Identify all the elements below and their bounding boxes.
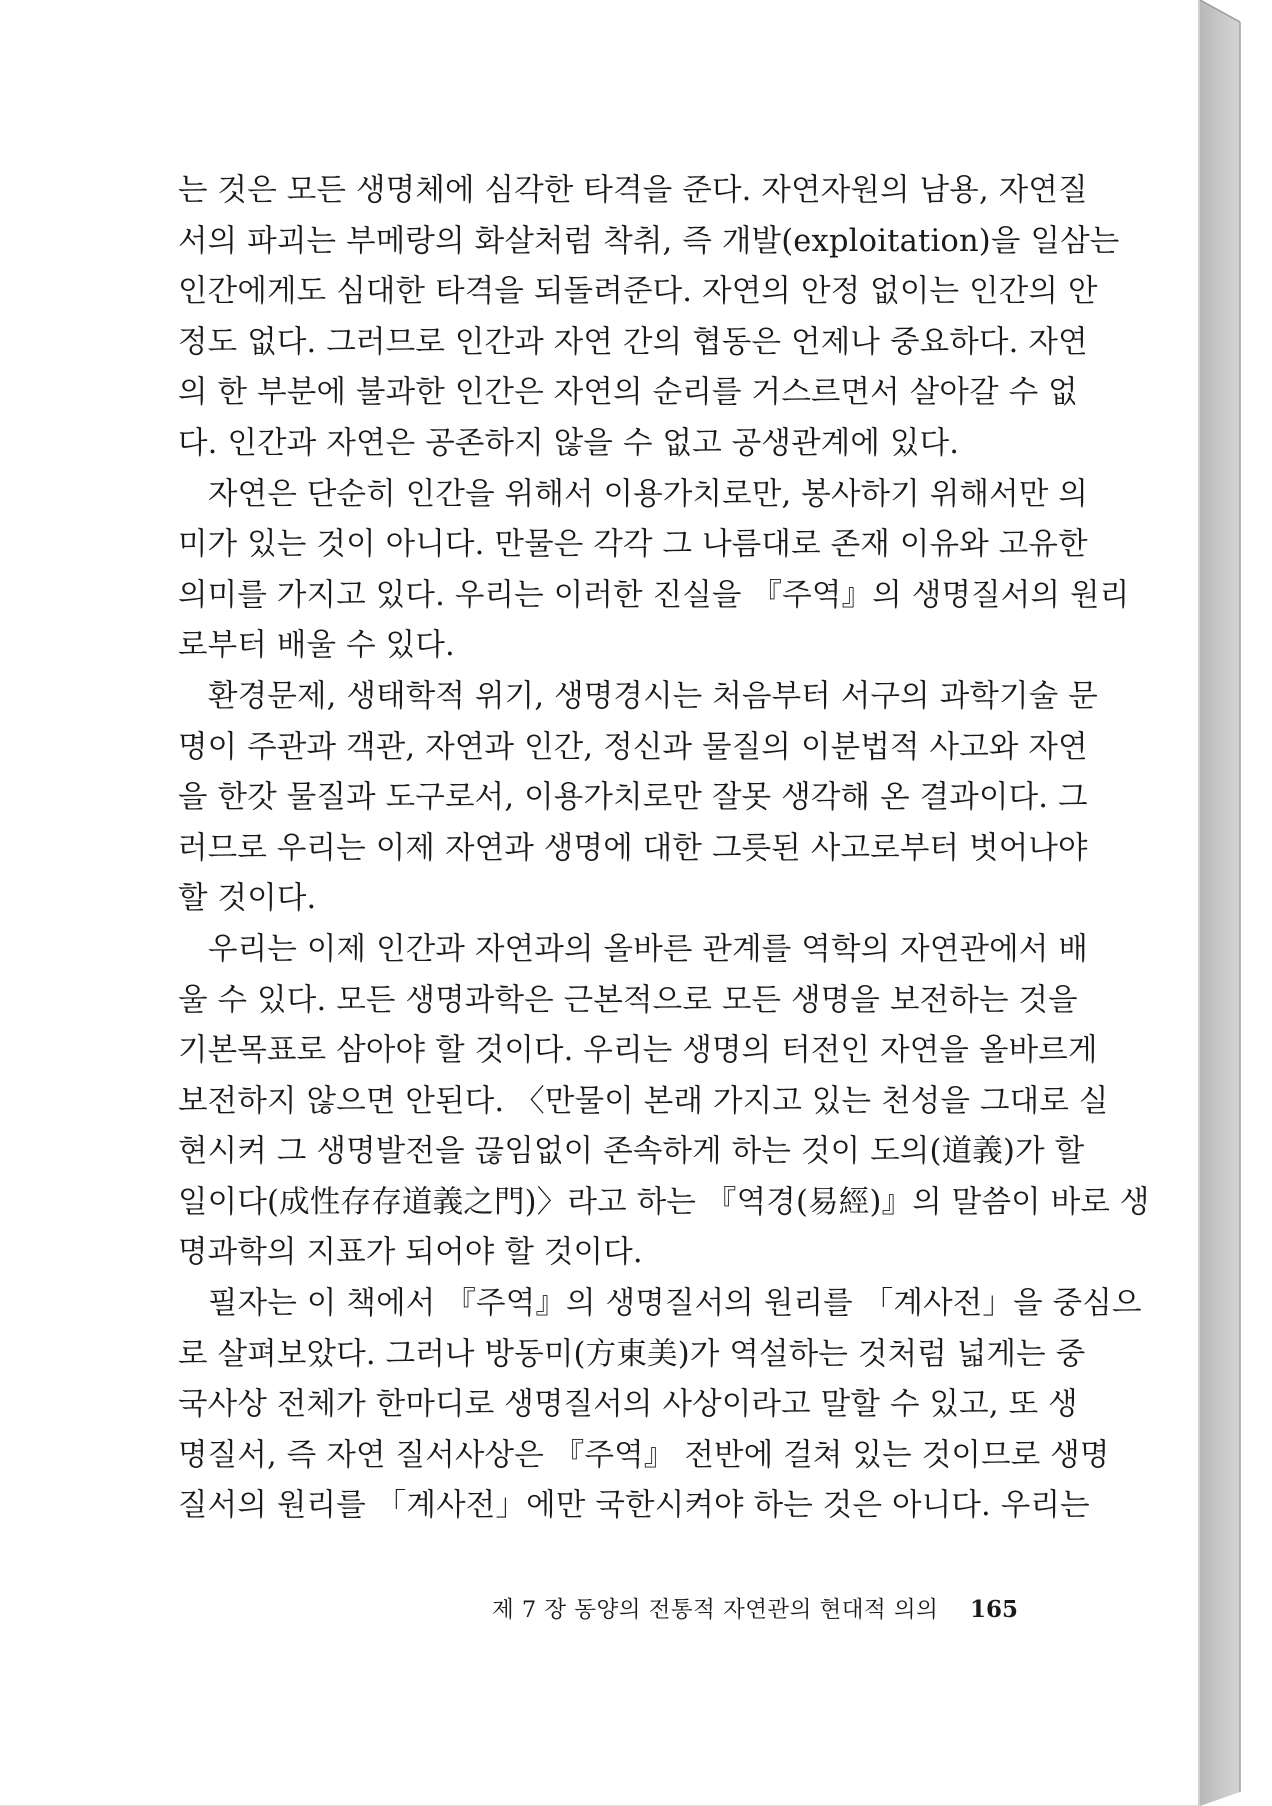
paragraph: [178, 672, 1098, 925]
text-line: 을 한갓 물질과 도구로서, 이용가치로만 잘못 생각해 온 결과이다. 그: [178, 780, 1088, 816]
text-line: 할 것이다.: [178, 881, 317, 917]
page-number: 165: [969, 1596, 1018, 1623]
text-line: 환경문제, 생태학적 위기, 생명경시는 처음부터 서구의 과학기술 문: [208, 678, 1098, 714]
text-line: 국사상 전체가 한마디로 생명질서의 사상이라고 말할 수 있고, 또 생: [178, 1387, 1078, 1423]
text-line: 로부터 배울 수 있다.: [178, 628, 455, 664]
text-line: 명이 주관과 객관, 자연과 인간, 정신과 물질의 이분법적 사고와 자연: [178, 729, 1088, 765]
paragraph: [178, 470, 1130, 672]
text-line: 명질서, 즉 자연 질서사상은 『주역』 전반에 걸쳐 있는 것이므로 생명: [178, 1437, 1110, 1473]
text-line: 명과학의 지표가 되어야 할 것이다.: [178, 1235, 643, 1271]
paragraph: [178, 166, 1120, 470]
text-line: 다. 인간과 자연은 공존하지 않을 수 없고 공생관계에 있다.: [178, 425, 960, 461]
text-line: 보전하지 않으면 안된다. 〈만물이 본래 가지고 있는 천성을 그대로 실: [178, 1083, 1109, 1119]
book-edge-shape: [1190, 0, 1272, 1806]
text-line: 의미를 가지고 있다. 우리는 이러한 진실을 『주역』의 생명질서의 원리: [178, 577, 1130, 613]
paragraph: [178, 925, 1150, 1279]
body-text: [178, 166, 1150, 1532]
text-line: 우리는 이제 인간과 자연과의 올바른 관계를 역학의 자연관에서 배: [208, 931, 1089, 967]
text-line: 울 수 있다. 모든 생명과학은 근본적으로 모든 생명을 보전하는 것을: [178, 982, 1078, 1018]
text-line: 일이다(成性存存道義之門)〉라고 하는 『역경(易經)』의 말씀이 바로 생: [178, 1184, 1150, 1220]
text-line: 인간에게도 심대한 타격을 되돌려준다. 자연의 안정 없이는 인간의 안: [178, 274, 1098, 310]
text-line: 의 한 부분에 불과한 인간은 자연의 순리를 거스르면서 살아갈 수 없: [178, 375, 1078, 411]
paragraph: [178, 1279, 1142, 1532]
text-line: 정도 없다. 그러므로 인간과 자연 간의 협동은 언제나 중요하다. 자연: [178, 324, 1088, 360]
text-line: 러므로 우리는 이제 자연과 생명에 대한 그릇된 사고로부터 벗어나야: [178, 830, 1088, 866]
text-line: 필자는 이 책에서 『주역』의 생명질서의 원리를 「계사전」을 중심으: [208, 1286, 1142, 1322]
page-footer: [492, 1588, 1018, 1632]
text-line: 는 것은 모든 생명체에 심각한 타격을 준다. 자연자원의 남용, 자연질: [178, 173, 1088, 208]
book-edge-decoration: [1190, 0, 1272, 1806]
text-line: 자연은 단순히 인간을 위해서 이용가치로만, 봉사하기 위해서만 의: [208, 476, 1089, 512]
text-line: 미가 있는 것이 아니다. 만물은 각각 그 나름대로 존재 이유와 고유한: [178, 527, 1088, 563]
text-line: 로 살펴보았다. 그러나 방동미(方東美)가 역설하는 것처럼 넓게는 중: [178, 1336, 1086, 1372]
text-line: 서의 파괴는 부메랑의 화살처럼 착취, 즉 개발(exploitation)을 일삼는: [178, 223, 1120, 259]
text-line: 현시켜 그 생명발전을 끊임없이 존속하게 하는 것이 도의(道義)가 할: [178, 1134, 1085, 1170]
text-line: 기본목표로 삼아야 할 것이다. 우리는 생명의 터전인 자연을 올바르게: [178, 1033, 1098, 1069]
running-footer-chapter-title: 제 7 장 동양의 전통적 자연관의 현대적 의의: [492, 1597, 939, 1623]
text-line: 질서의 원리를 「계사전」에만 국한시켜야 하는 것은 아니다. 우리는: [178, 1488, 1090, 1524]
